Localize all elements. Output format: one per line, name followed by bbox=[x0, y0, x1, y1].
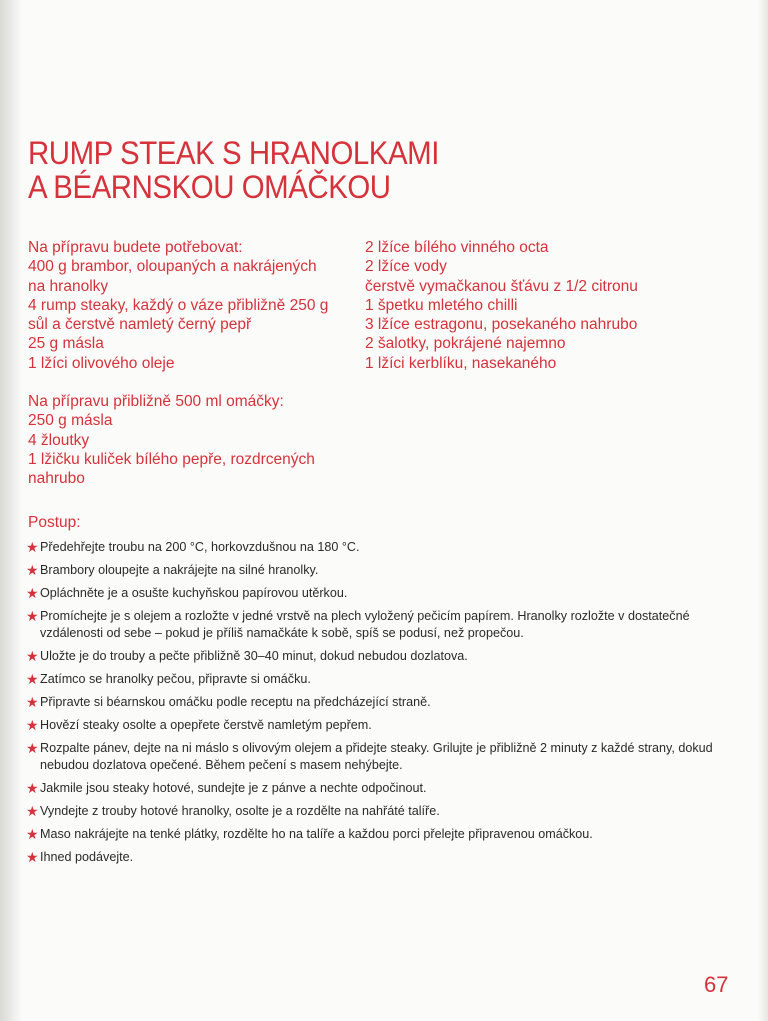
page-binding-shadow bbox=[0, 0, 22, 1021]
method-step-text: Zatímco se hranolky pečou, připravte si omáčku. bbox=[40, 672, 311, 686]
star-icon: ★ bbox=[26, 694, 39, 710]
sauce-ingredient-item: 1 špetku mletého chilli bbox=[365, 296, 518, 314]
ingredient-item: na hranolky bbox=[28, 277, 109, 295]
method-heading: Postup: bbox=[28, 514, 81, 531]
method-step bbox=[26, 562, 726, 579]
method-step-text: Opláchněte je a osušte kuchyňskou papírovou utěrkou. bbox=[40, 586, 348, 600]
recipe-title-line-2: A BÉARNSKOU OMÁČKOU bbox=[28, 169, 391, 205]
method-step bbox=[26, 780, 726, 797]
star-icon: ★ bbox=[26, 780, 39, 796]
star-icon: ★ bbox=[26, 826, 39, 842]
method-step-text: Ihned podávejte. bbox=[40, 850, 134, 864]
method-step bbox=[26, 608, 726, 642]
method-step-text: Maso nakrájejte na tenké plátky, rozdělte ho na talíře a každou porci přelejte připravenou omáčkou. bbox=[40, 827, 593, 841]
star-icon: ★ bbox=[26, 849, 39, 865]
page-number: 67 bbox=[704, 972, 729, 997]
sauce-ingredient-item: 250 g másla bbox=[28, 412, 113, 430]
page-edge bbox=[758, 0, 768, 1021]
spacer bbox=[28, 373, 348, 392]
ingredients-left-column bbox=[28, 238, 348, 489]
method-step-text: Promíchejte je s olejem a rozložte v jedné vrstvě na plech vyložený pečicím papírem. Hranolky rozložte v dostatečné vzdálenosti od sebe – pokud je příliš namačkáte k sobě, spíš se podusí, než propečou. bbox=[40, 609, 690, 640]
method-step-text: Připravte si béarnskou omáčku podle receptu na předcházející straně. bbox=[40, 695, 431, 709]
star-icon: ★ bbox=[26, 608, 39, 624]
star-icon: ★ bbox=[26, 740, 39, 756]
star-icon: ★ bbox=[26, 648, 39, 664]
method-step-text: Brambory oloupejte a nakrájejte na silné hranolky. bbox=[40, 563, 319, 577]
ingredient-item: 25 g másla bbox=[28, 335, 104, 353]
method-step bbox=[26, 717, 726, 734]
recipe-title-line-1: RUMP STEAK S HRANOLKAMI bbox=[28, 135, 439, 171]
method-step bbox=[26, 694, 726, 711]
star-icon: ★ bbox=[26, 562, 39, 578]
ingredient-item: 4 rump steaky, každý o váze přibližně 250 g bbox=[28, 296, 329, 314]
method-step-text: Předehřejte troubu na 200 °C, horkovzdušnou na 180 °C. bbox=[40, 540, 360, 554]
method-step bbox=[26, 648, 726, 665]
method-step bbox=[26, 740, 726, 774]
star-icon: ★ bbox=[26, 803, 39, 819]
sauce-ingredient-item: 2 lžíce bílého vinného octa bbox=[365, 239, 549, 256]
method-step-text: Vyndejte z trouby hotové hranolky, osolte je a rozdělte na nahřáté talíře. bbox=[40, 804, 440, 818]
ingredients-heading: Na přípravu budete potřebovat: bbox=[28, 239, 243, 256]
sauce-ingredient-item: 4 žloutky bbox=[28, 431, 90, 449]
method-step-text: Rozpalte pánev, dejte na ni máslo s olivovým olejem a přidejte steaky. Grilujte je přibližně 2 minuty z každé strany, dokud nebudou dozlatova opečené. Během pečení s masem nehýbejte. bbox=[40, 741, 713, 772]
star-icon: ★ bbox=[26, 585, 39, 601]
method-step bbox=[26, 585, 726, 602]
method-steps-list bbox=[26, 539, 726, 872]
method-step-text: Uložte je do trouby a pečte přibližně 30–40 minut, dokud nebudou dozlatova. bbox=[40, 649, 468, 663]
method-step bbox=[26, 849, 726, 866]
recipe-title bbox=[28, 136, 506, 204]
star-icon: ★ bbox=[26, 717, 39, 733]
ingredient-item: sůl a čerstvě namletý černý pepř bbox=[28, 316, 252, 334]
method-step bbox=[26, 826, 726, 843]
sauce-ingredient-item: 1 lžíci kerblíku, nasekaného bbox=[365, 354, 557, 372]
method-step bbox=[26, 539, 726, 556]
ingredient-item: 400 g brambor, oloupaných a nakrájených bbox=[28, 258, 317, 276]
method-step-text: Jakmile jsou steaky hotové, sundejte je z pánve a nechte odpočinout. bbox=[40, 781, 427, 795]
sauce-ingredient-item: 2 lžíce vody bbox=[365, 258, 447, 276]
sauce-ingredient-item: 1 lžičku kuliček bílého pepře, rozdrcených bbox=[28, 450, 315, 468]
ingredients-right-column bbox=[365, 238, 695, 373]
sauce-heading: Na přípravu přibližně 500 ml omáčky: bbox=[28, 393, 284, 411]
sauce-ingredient-item: čerstvě vymačkanou šťávu z 1/2 citronu bbox=[365, 277, 638, 295]
method-step bbox=[26, 671, 726, 688]
method-step bbox=[26, 803, 726, 820]
method-step-text: Hovězí steaky osolte a opepřete čerstvě namletým pepřem. bbox=[40, 718, 372, 732]
star-icon: ★ bbox=[26, 539, 39, 555]
sauce-ingredient-item: 3 lžíce estragonu, posekaného nahrubo bbox=[365, 316, 638, 334]
sauce-ingredient-item: nahrubo bbox=[28, 470, 85, 488]
sauce-ingredient-item: 2 šalotky, pokrájené najemno bbox=[365, 335, 566, 353]
ingredient-item: 1 lžíci olivového oleje bbox=[28, 354, 175, 372]
star-icon: ★ bbox=[26, 671, 39, 687]
